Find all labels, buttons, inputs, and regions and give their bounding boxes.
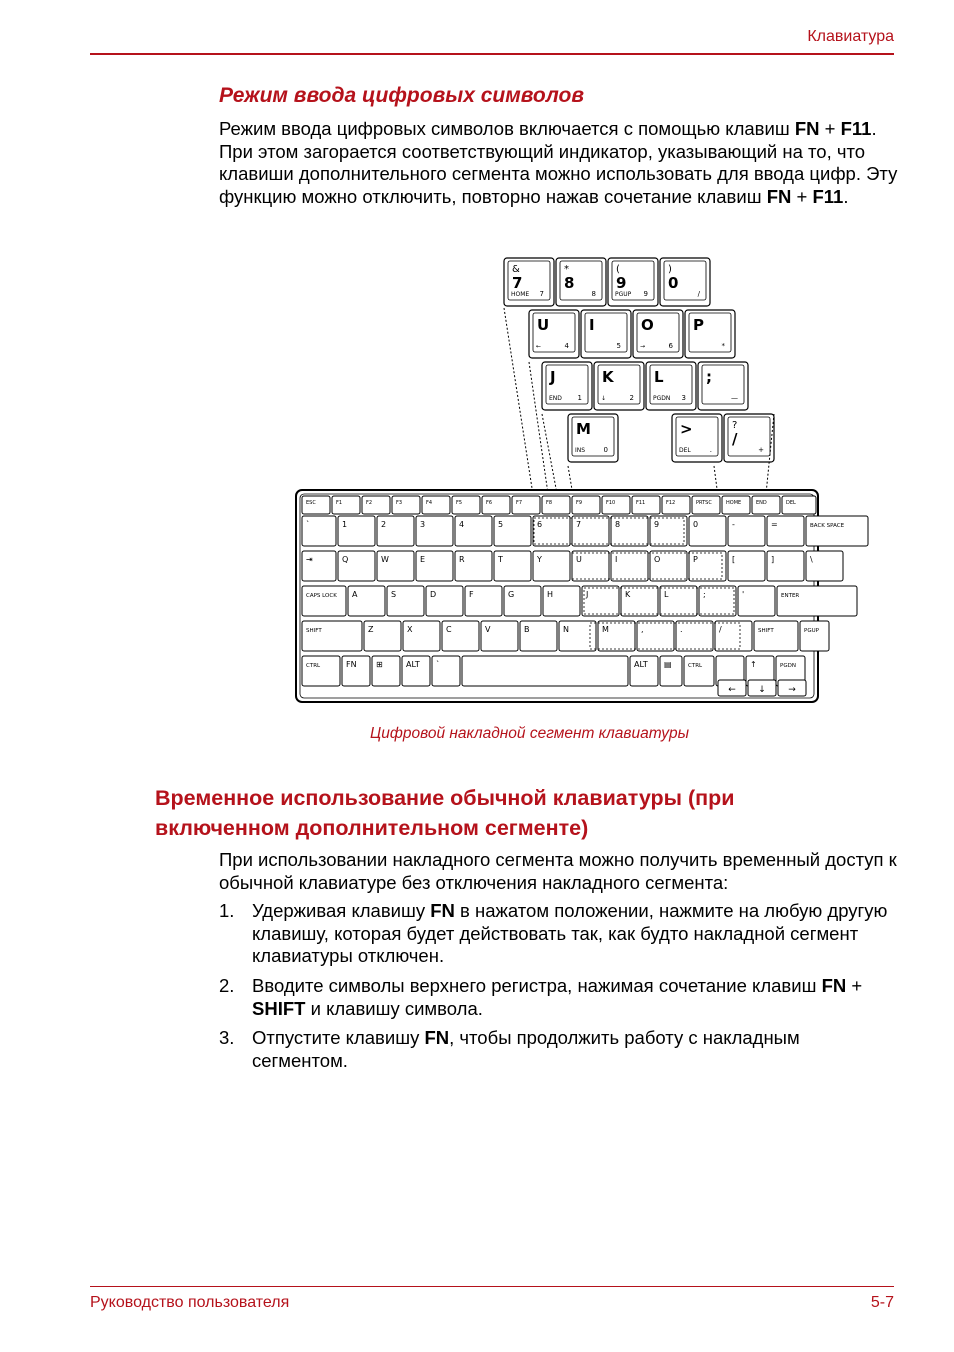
kb-key-label: [ <box>732 555 736 564</box>
section2-heading: Временное использование обычной клавиатуры (при включенном дополнительном сегменте) <box>155 786 735 840</box>
kb-key <box>782 496 816 514</box>
zoom-key-num-label: 6 <box>668 342 673 350</box>
kb-key-label: CTRL <box>306 663 321 669</box>
kb-key-label: P <box>693 555 698 564</box>
kb-key <box>543 586 580 616</box>
kb-key <box>676 621 713 651</box>
kb-key <box>689 516 726 546</box>
kb-key-label: 1 <box>342 520 348 529</box>
kb-key <box>699 586 736 616</box>
kb-key <box>452 496 480 514</box>
kb-key-label: / <box>719 625 722 634</box>
kb-key <box>364 621 401 651</box>
kb-key <box>767 551 804 581</box>
kb-key-label: ALT <box>634 660 648 669</box>
zoom-key-num-label: 2 <box>629 394 634 402</box>
header-rule <box>90 53 894 55</box>
kb-key <box>392 496 420 514</box>
kb-key-label: F10 <box>606 500 616 506</box>
kb-key <box>455 551 492 581</box>
zoom-key-sub-label: ↓ <box>601 395 607 402</box>
kb-key-frame <box>800 621 829 651</box>
kb-key-label: F3 <box>396 500 403 506</box>
kb-key-label: W <box>381 555 389 564</box>
kb-key-label: H <box>547 590 554 599</box>
kb-key-label: ← <box>728 685 736 695</box>
zoom-key-main-label: 8 <box>564 274 575 292</box>
zoom-key-num-label: 1 <box>577 394 582 402</box>
kb-key <box>504 586 541 616</box>
kb-key-frame <box>754 621 798 651</box>
kb-key-label: 5 <box>498 520 504 529</box>
zoom-key-O <box>633 310 683 358</box>
zoom-key-sub-label: END <box>549 395 562 402</box>
kb-key <box>302 621 362 651</box>
kb-key-frame <box>462 656 628 686</box>
kb-key-label: ` <box>306 520 310 529</box>
kb-key <box>342 656 370 686</box>
zoom-key-> <box>672 414 722 462</box>
kb-key-label: ] <box>771 555 775 564</box>
kb-key-label: 3 <box>420 520 426 529</box>
kb-key-label: PRTSC <box>696 500 712 506</box>
zoom-key-top-label: ( <box>616 264 620 275</box>
kb-key <box>611 551 648 581</box>
kb-key-label: CTRL <box>688 663 703 669</box>
kb-key-label: DEL <box>786 500 796 506</box>
zoom-key-9 <box>608 258 658 306</box>
kb-key <box>684 656 714 686</box>
kb-key <box>722 496 750 514</box>
kb-key <box>302 496 330 514</box>
kb-key-label: 9 <box>654 520 660 529</box>
kb-key <box>338 516 375 546</box>
zoom-key-M <box>568 414 618 462</box>
zoom-key-; <box>698 362 748 410</box>
kb-key-label: Q <box>342 555 349 564</box>
kb-key <box>662 496 690 514</box>
kb-key <box>494 551 531 581</box>
kb-key-label: K <box>625 590 631 599</box>
step-text: Отпустите клавишу FN, чтобы продолжить работу с накладным сегментом. <box>252 1027 800 1071</box>
kb-key <box>377 551 414 581</box>
kb-key <box>621 586 658 616</box>
zoom-key-num-label: 8 <box>591 290 596 298</box>
kb-key <box>377 516 414 546</box>
zoom-key-0 <box>660 258 710 306</box>
kb-key <box>728 516 765 546</box>
kb-key-label: F1 <box>336 500 343 506</box>
zoom-key-main-label: ; <box>706 368 712 386</box>
kb-key-label: F9 <box>576 500 583 506</box>
header-title: Клавиатура <box>807 28 894 45</box>
kb-key-label: ⊞ <box>376 660 383 669</box>
kb-key <box>422 496 450 514</box>
zoom-key-num-label: — <box>731 394 738 402</box>
kb-key-label: N <box>563 625 569 634</box>
zoom-key-main-label: L <box>654 368 664 386</box>
kb-key-label: S <box>391 590 397 599</box>
kb-key <box>572 496 600 514</box>
kb-key <box>660 656 682 686</box>
kb-key-label: ESC <box>306 500 316 506</box>
zoom-key-num-label: 0 <box>603 446 608 454</box>
kb-key-label: Z <box>368 625 374 634</box>
kb-key <box>650 516 687 546</box>
zoom-key-top-label: * <box>564 264 569 275</box>
kb-key <box>542 496 570 514</box>
kb-key <box>416 516 453 546</box>
zoom-key-sub-label: PGDN <box>653 395 671 402</box>
kb-key-label: F12 <box>666 500 676 506</box>
kb-key-label: F8 <box>546 500 553 506</box>
kb-key <box>582 586 619 616</box>
step-number: 1. <box>219 900 235 921</box>
kb-key <box>302 586 346 616</box>
kb-key <box>332 496 360 514</box>
kb-key-label: \ <box>810 555 813 564</box>
kb-key-label: PGDN <box>780 663 796 669</box>
kb-key-frame <box>302 656 340 686</box>
kb-key <box>302 656 340 686</box>
kb-key-label: D <box>430 590 437 599</box>
zoom-key-num-label: + <box>758 446 764 454</box>
step-text: Удерживая клавишу FN в нажатом положении, нажмите на любую другую клавишу, которая будет действовать так, как будто накладной сегмент клавиатуры отключен. <box>252 900 888 966</box>
zoom-key-num-label: * <box>721 342 725 350</box>
kb-key <box>630 656 658 686</box>
kb-key-label: E <box>420 555 426 564</box>
kb-key-label: ⇥ <box>306 555 313 564</box>
kb-key <box>806 551 843 581</box>
zoom-key-main-label: > <box>680 420 693 438</box>
kb-key <box>767 516 804 546</box>
kb-key <box>752 496 780 514</box>
kb-key <box>372 656 400 686</box>
kb-key <box>692 496 720 514</box>
kb-key-frame <box>777 586 857 616</box>
zoom-key-P <box>685 310 735 358</box>
zoom-key-sub-label: DEL <box>679 447 691 454</box>
zoom-keys <box>504 258 774 462</box>
kb-key-label: R <box>459 555 465 564</box>
kb-key <box>533 551 570 581</box>
kb-key-label: B <box>524 625 530 634</box>
kb-key-label: F2 <box>366 500 373 506</box>
zoom-key-sub-label: INS <box>575 447 586 454</box>
kb-key-label: F4 <box>426 500 433 506</box>
kb-key-label: 2 <box>381 520 387 529</box>
footer-page-number: 5-7 <box>870 1294 894 1311</box>
kb-key-label: J <box>586 590 589 599</box>
kb-key-label: F7 <box>516 500 523 506</box>
zoom-key-sub-label: → <box>640 343 646 350</box>
kb-key-frame <box>302 621 362 651</box>
kb-key-label: F6 <box>486 500 493 506</box>
zoom-key-main-label: P <box>693 316 704 334</box>
kb-key-label: ↑ <box>750 660 757 669</box>
kb-key <box>650 551 687 581</box>
kb-key <box>602 496 630 514</box>
kb-key <box>338 551 375 581</box>
zoom-key-I <box>581 310 631 358</box>
kb-key <box>806 516 868 546</box>
zoom-key-main-label: I <box>589 316 595 334</box>
kb-key-label: I <box>615 555 618 564</box>
kb-key-label: , <box>641 625 644 634</box>
kb-key <box>387 586 424 616</box>
kb-key <box>777 586 857 616</box>
kb-key <box>598 621 635 651</box>
zoom-key-/ <box>724 414 774 462</box>
zoom-key-main-label: J <box>550 368 556 386</box>
step-text: Вводите символы верхнего регистра, нажимая сочетание клавиш FN + SHIFT и клавишу символа. <box>252 975 863 1019</box>
kb-key <box>302 516 336 546</box>
kb-key-label: 7 <box>576 520 582 529</box>
zoom-key-sub-label: ← <box>536 343 542 350</box>
kb-arrow-key <box>718 680 746 696</box>
kb-key <box>416 551 453 581</box>
kb-key-label: G <box>508 590 515 599</box>
kb-key-label: F11 <box>636 500 646 506</box>
kb-key-label: L <box>664 590 669 599</box>
kb-key-label: SHIFT <box>306 628 322 634</box>
section1-paragraph: Режим ввода цифровых символов включается с помощью клавиш FN + F11. При этом загорается соответствующий индикатор, указывающий на то, что клавиши дополнительного сегмента можно использовать для ввода цифр. Эту функцию можно отключить, повторно нажав сочетание клавиш FN + F11. <box>219 118 898 207</box>
zoom-key-num-label: / <box>697 290 700 298</box>
kb-key-label: ALT <box>406 660 420 669</box>
zoom-key-main-label: 0 <box>668 274 679 292</box>
zoom-key-num-label: 5 <box>616 342 621 350</box>
kb-key-label: ` <box>436 660 440 669</box>
kb-key-label: U <box>576 555 582 564</box>
kb-key-label: 6 <box>537 520 543 529</box>
zoom-key-main-label: M <box>576 420 591 438</box>
zoom-key-sub-label: PGUP <box>615 291 632 298</box>
kb-key <box>494 516 531 546</box>
kb-key <box>402 656 430 686</box>
kb-key-label: M <box>602 625 609 634</box>
kb-key-label: A <box>352 590 358 599</box>
kb-key <box>533 516 570 546</box>
zoom-key-top-label: ) <box>668 264 672 275</box>
section2-intro: При использовании накладного сегмента можно получить временный доступ к обычной клавиатуре без отключения накладного сегмента: <box>219 849 897 893</box>
kb-key-label: F <box>469 590 474 599</box>
kb-key-label: END <box>756 500 767 506</box>
section1-heading: Режим ввода цифровых символов <box>219 84 585 107</box>
zoom-key-U <box>529 310 579 358</box>
kb-arrow-key <box>778 680 806 696</box>
zoom-key-L <box>646 362 696 410</box>
zoom-key-top-label: ? <box>732 420 738 431</box>
kb-key <box>715 621 752 651</box>
kb-key <box>689 551 726 581</box>
kb-key <box>465 586 502 616</box>
kb-key-label: Y <box>537 555 542 564</box>
zoom-key-main-label: 7 <box>512 274 523 292</box>
kb-key-frame <box>806 516 868 546</box>
kb-key-label: C <box>446 625 452 634</box>
zoom-key-7 <box>504 258 554 306</box>
zoom-key-main-label: / <box>732 430 738 448</box>
kb-key <box>632 496 660 514</box>
kb-key <box>426 586 463 616</box>
zoom-key-main-label: U <box>537 316 550 334</box>
zoom-key-num-label: . <box>709 446 712 454</box>
kb-key-label: ; <box>703 590 706 599</box>
kb-key-label: 8 <box>615 520 621 529</box>
kb-key <box>442 621 479 651</box>
kb-key-label: O <box>654 555 661 564</box>
kb-key <box>462 656 628 686</box>
kb-key <box>738 586 775 616</box>
kb-key <box>800 621 829 651</box>
kb-key <box>455 516 492 546</box>
step-number: 2. <box>219 975 235 996</box>
kb-key <box>482 496 510 514</box>
numeric-keypad-figure <box>294 252 845 710</box>
kb-arrow-key <box>748 680 776 696</box>
kb-key-label: X <box>407 625 413 634</box>
kb-key-label: BACK SPACE <box>810 523 845 529</box>
zoom-key-sub-label: HOME <box>511 291 530 298</box>
footer-manual-title: Руководство пользователя <box>90 1294 290 1311</box>
zoom-key-main-label: 9 <box>616 274 627 292</box>
kb-key <box>754 621 798 651</box>
kb-key-label: = <box>771 520 778 529</box>
kb-key <box>559 621 596 651</box>
kb-key <box>611 516 648 546</box>
kb-key-frame <box>302 586 346 616</box>
kb-key-label: CAPS LOCK <box>306 593 337 599</box>
kb-key <box>362 496 390 514</box>
kb-key-label: - <box>732 520 735 529</box>
kb-key <box>348 586 385 616</box>
kb-key-frame <box>684 656 714 686</box>
kb-key <box>572 551 609 581</box>
kb-key-label: HOME <box>726 500 742 506</box>
kb-key <box>403 621 440 651</box>
zoom-key-main-label: K <box>602 368 614 386</box>
kb-key <box>512 496 540 514</box>
kb-key-label: T <box>498 555 503 564</box>
step-number: 3. <box>219 1027 235 1048</box>
keyboard-diagram <box>296 490 868 702</box>
kb-key <box>481 621 518 651</box>
zoom-key-num-label: 7 <box>539 290 544 298</box>
zoom-key-J <box>542 362 592 410</box>
zoom-key-num-label: 3 <box>681 394 686 402</box>
zoom-key-num-label: 4 <box>564 342 569 350</box>
kb-key-label: → <box>788 685 796 695</box>
zoom-key-8 <box>556 258 606 306</box>
kb-key <box>432 656 460 686</box>
footer-rule <box>90 1286 894 1287</box>
zoom-key-K <box>594 362 644 410</box>
kb-key-label: ENTER <box>781 593 800 599</box>
figure-caption: Цифровой накладной сегмент клавиатуры <box>370 725 690 742</box>
zoom-key-num-label: 9 <box>643 290 648 298</box>
kb-key-label: F5 <box>456 500 463 506</box>
kb-key <box>520 621 557 651</box>
zoom-key-top-label: & <box>512 264 520 275</box>
kb-key-label: FN <box>346 660 357 669</box>
zoom-key-main-label: O <box>641 316 654 334</box>
kb-key-label: . <box>680 625 683 634</box>
kb-key <box>728 551 765 581</box>
kb-key-label: 0 <box>693 520 699 529</box>
kb-key-label: ↓ <box>758 685 766 695</box>
kb-key <box>660 586 697 616</box>
kb-key <box>572 516 609 546</box>
kb-key <box>302 551 336 581</box>
kb-key-label: 4 <box>459 520 465 529</box>
kb-key-label: V <box>485 625 491 634</box>
kb-key-label: SHIFT <box>758 628 774 634</box>
kb-key-label: ▤ <box>664 660 672 669</box>
kb-key-label: ' <box>742 590 745 599</box>
kb-key-label: PGUP <box>804 628 819 634</box>
kb-key <box>637 621 674 651</box>
